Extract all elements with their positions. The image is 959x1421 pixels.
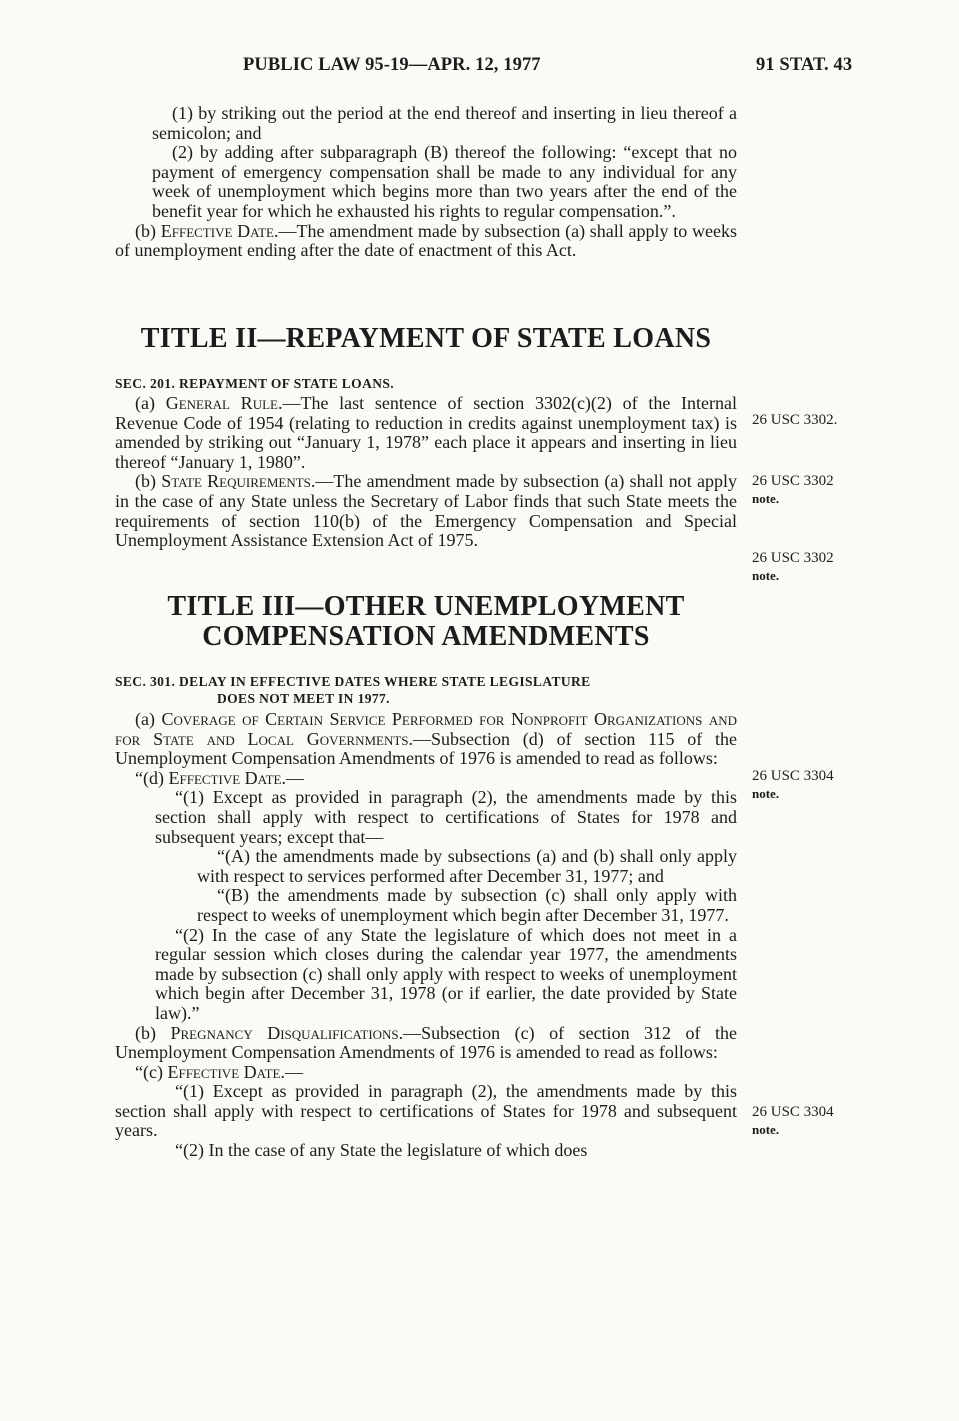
label: “(d) (135, 767, 169, 788)
text: —The amendment made by subsection (a) shall not apply in the case of any State unless the Secretary of Labor finds that such State meets the requirements of section 110(b) of the Emergency Compensation and Special Unemployment Assistance Extension Act of 1975. (115, 471, 737, 551)
margin-note (752, 412, 837, 429)
label: (b) (135, 1022, 171, 1043)
margin-note-suffix: note. (752, 786, 780, 801)
margin-note-suffix: note. (752, 491, 780, 506)
paragraph-2: (2) by adding after subparagraph (B) thereof the following: “except that no payment of emergency compensation shall be made to any individual for any week of unemployment which begins more than two years after the end of the benefit year for which he exhausted his rights to regular compensation.”. (152, 142, 737, 221)
sec-201-body (115, 394, 737, 551)
title-iii-heading (115, 592, 737, 652)
title-iii-line-2: COMPENSATION AMENDMENTS (202, 621, 650, 652)
text: —Subsection (c) of section 312 of the Unemployment Compensation Amendments of 1976 is amended to read as follows: (115, 1022, 737, 1063)
sec-301-heading-line-2: DOES NOT MEET IN 1977. (217, 691, 390, 706)
sec-301-heading-line-1: SEC. 301. DELAY IN EFFECTIVE DATES WHERE STATE LEGISLATURE (115, 674, 591, 689)
sec-301-d-heading (115, 769, 737, 789)
label: (a) (135, 709, 162, 729)
dash: — (284, 1061, 303, 1082)
heading: Effective Date. (167, 1061, 285, 1082)
heading: Pregnancy Disqualifications. (170, 1022, 404, 1043)
text: —Subsection (d) of section 115 of the Unemployment Compensation Amendments of 1976 is amended to read as follows: (115, 728, 737, 769)
margin-note (752, 1104, 834, 1138)
margin-note-citation: 26 USC 3304 (752, 768, 834, 784)
sec-201-a (115, 394, 737, 472)
text: —The amendment made by subsection (a) shall apply to weeks of unemployment ending after the date of enactment of this Act. (115, 220, 737, 261)
sec-301-c-1: “(1) Except as provided in paragraph (2), the amendments made by this section shall apply with respect to certifications of States for 1978 and subsequent years. (115, 1081, 737, 1141)
sec-301-d-2: “(2) In the case of any State the legislature of which does not meet in a regular session which closes during the calendar year 1977, the amendments made by subsection (c) shall only apply with respect to weeks of unemployment which begin after December 31, 1978 (or if earlier, the date provided by State law).” (155, 924, 737, 1023)
title-iii-line-1: TITLE III—OTHER UNEMPLOYMENT (167, 591, 685, 622)
continuation-block (115, 104, 737, 261)
heading: Effective Date. (168, 767, 286, 788)
sec-301-d-1: “(1) Except as provided in paragraph (2), the amendments made by this section shall apply with respect to certifications of States for 1978 and subsequent years; except that— (155, 787, 737, 847)
sec-301-c-heading (115, 1063, 737, 1083)
label: (a) (135, 393, 166, 413)
margin-note-suffix: note. (752, 1122, 780, 1137)
sec-301-b (115, 1024, 737, 1063)
sec-201-heading: SEC. 201. REPAYMENT OF STATE LOANS. (115, 376, 395, 391)
margin-note-citation: 26 USC 3302 (752, 473, 834, 489)
sec-301-c-2: “(2) In the case of any State the legislature of which does (175, 1140, 588, 1161)
label: (b) (135, 471, 162, 492)
subsection-b-effective-date (115, 222, 737, 261)
label: “(c) (135, 1061, 168, 1082)
dash: — (285, 767, 304, 788)
margin-note (752, 473, 834, 507)
text: —The last sentence of section 3302(c)(2) of the Internal Revenue Code of 1954 (relating to reduction in credits against unemployment tax) is amended by striking out “January 1, 1978” each place it appears and inserting in lieu thereof “January 1, 1980”. (115, 393, 738, 472)
sec-301-d-A: “(A) the amendments made by subsections (a) and (b) shall only apply with respect to services performed after December 31, 1977; and (197, 846, 737, 886)
margin-note (752, 550, 834, 584)
sec-301-a (115, 710, 737, 769)
margin-note-citation: 26 USC 3302 (752, 550, 834, 566)
heading: General Rule. (165, 393, 283, 413)
margin-note (752, 768, 834, 802)
page-citation: 91 STAT. 43 (756, 55, 853, 75)
margin-note-citation: 26 USC 3302. (752, 412, 838, 428)
heading: Effective Date. (160, 220, 279, 241)
heading: Coverage of Certain Service Performed for Nonprofit Organizations and for State and Local Governments. (115, 709, 737, 749)
margin-note-suffix: note. (752, 568, 780, 583)
label: (b) (135, 220, 161, 241)
margin-note-citation: 26 USC 3304 (752, 1104, 834, 1120)
paragraph-1: (1) by striking out the period at the end thereof and inserting in lieu thereof a semicolon; and (152, 103, 737, 143)
sec-201-b (115, 472, 737, 550)
sec-301-d-B: “(B) the amendments made by subsection (c) shall only apply with respect to weeks of unemployment which begin after December 31, 1977. (197, 885, 737, 925)
running-header: PUBLIC LAW 95-19—APR. 12, 1977 (243, 55, 541, 75)
heading: State Requirements. (161, 471, 316, 492)
title-ii-heading: TITLE II—REPAYMENT OF STATE LOANS (140, 323, 712, 354)
sec-301-body (115, 710, 737, 1161)
sec-301-heading (115, 673, 737, 707)
